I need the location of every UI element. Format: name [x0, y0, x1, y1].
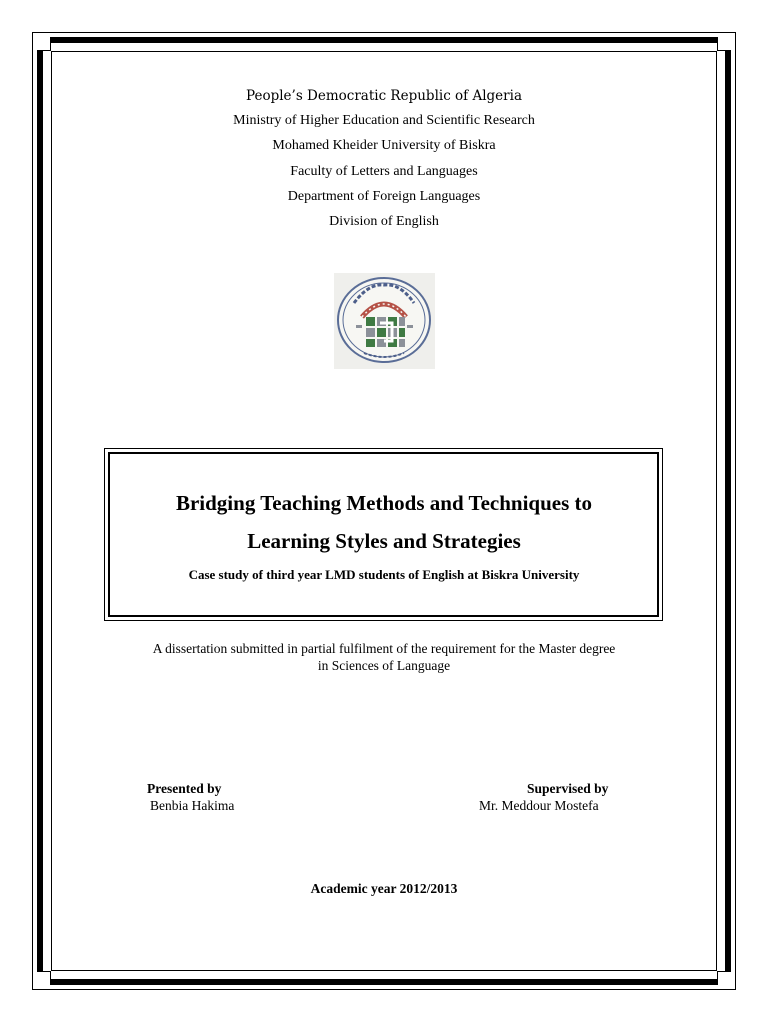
border-corner-top-left	[37, 37, 51, 51]
university-seal-icon	[334, 273, 435, 369]
header-republic: People’s Democratic Republic of Algeria	[245, 88, 522, 104]
dissertation-subtitle: Case study of third year LMD students of English at Biskra University	[188, 567, 580, 582]
presented-by-label: Presented by	[147, 781, 222, 796]
academic-year: Academic year 2012/2013	[310, 881, 458, 896]
dissertation-title-line-1: Bridging Teaching Methods and Techniques to	[175, 491, 593, 515]
author-name: Benbia Hakima	[150, 798, 235, 813]
header-ministry: Ministry of Higher Education and Scientific Research	[233, 113, 535, 128]
header-university: Mohamed Kheider University of Biskra	[272, 138, 496, 153]
supervised-by-label: Supervised by	[527, 781, 609, 796]
dissertation-statement-line-2: in Sciences of Language	[317, 658, 451, 673]
border-corner-bottom-right	[717, 971, 731, 985]
header-faculty: Faculty of Letters and Languages	[290, 164, 478, 179]
supervisor-name: Mr. Meddour Mostefa	[479, 798, 599, 813]
border-corner-bottom-left	[37, 971, 51, 985]
header-department: Department of Foreign Languages	[287, 189, 481, 204]
dissertation-statement-line-1: A dissertation submitted in partial fulfilment of the requirement for the Master degree	[152, 641, 616, 656]
dissertation-title-line-2: Learning Styles and Strategies	[247, 529, 521, 553]
header-division: Division of English	[329, 214, 439, 229]
border-corner-top-right	[717, 37, 731, 51]
